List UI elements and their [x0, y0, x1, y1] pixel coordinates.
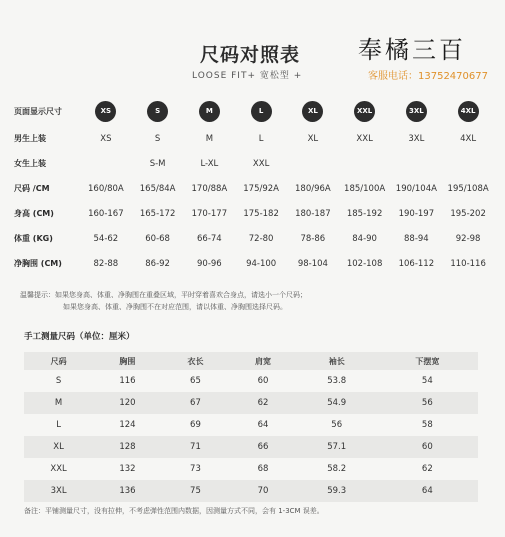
table-row — [24, 414, 478, 436]
measure-cell: 62 — [229, 392, 297, 414]
size-cell: 88-94 — [404, 233, 429, 244]
size-cell: 190-197 — [398, 208, 435, 219]
size-badge: XL — [302, 101, 323, 122]
size-cell: 165-172 — [139, 208, 176, 219]
table-row — [24, 480, 478, 502]
size-cell: 3XL — [408, 133, 425, 144]
size-row-label: 体重 (KG) — [14, 234, 53, 243]
size-badge: S — [147, 101, 168, 122]
measure-cell: 65 — [190, 376, 201, 386]
size-cell: 4XL — [460, 133, 477, 144]
measure-table-title: 手工测量尺码（单位：厘米） — [24, 332, 135, 342]
table-row — [24, 392, 478, 414]
size-row — [14, 126, 494, 151]
size-cell: 180-187 — [295, 208, 331, 219]
size-cell: 90-96 — [197, 258, 222, 269]
size-badge: 4XL — [458, 101, 479, 122]
brand-logo: 奉橘三百 — [358, 36, 466, 64]
size-cell — [391, 159, 443, 169]
size-cell: 160-167 — [88, 208, 124, 219]
size-row — [14, 176, 494, 201]
size-cell: 170/88A — [191, 183, 228, 194]
size-cell: 82-88 — [93, 258, 119, 269]
measure-cell: XL — [24, 436, 93, 458]
size-badge: XS — [95, 101, 116, 122]
size-cell — [80, 101, 132, 122]
measure-cell: 70 — [229, 480, 297, 502]
measure-cell: 64 — [257, 420, 269, 430]
size-cell: 94-100 — [246, 258, 277, 269]
size-cell: 185/100A — [344, 183, 386, 194]
size-cell: 195/108A — [447, 183, 489, 194]
measure-cell: 56 — [377, 392, 478, 414]
measure-cell: 68 — [257, 464, 269, 474]
size-badge: L — [251, 101, 272, 122]
size-cell — [442, 159, 494, 169]
size-cell: XS — [100, 133, 112, 144]
size-cell — [442, 101, 494, 122]
size-cell — [339, 159, 391, 169]
measure-cell: 56 — [331, 420, 343, 430]
size-cell: 86-92 — [145, 258, 170, 269]
measure-cell: 54 — [421, 376, 433, 386]
size-cell — [80, 159, 132, 169]
remark: 备注：平铺测量尺寸，没有拉伸，不考虑弹性范围内数据，因测量方式不同，会有 1-3CM 误差。 — [24, 507, 324, 515]
measure-cell: 128 — [93, 436, 162, 458]
measure-cell: L — [56, 420, 61, 430]
size-cell: 98-104 — [297, 258, 328, 269]
size-row — [14, 251, 494, 276]
measure-cell: 57.1 — [297, 436, 377, 458]
size-row — [14, 96, 494, 126]
size-cell — [235, 101, 287, 122]
size-cell: M — [205, 133, 214, 144]
measure-cell: 136 — [93, 480, 162, 502]
measure-cell: 124 — [119, 420, 136, 430]
size-row — [14, 226, 494, 251]
measure-cell: 58 — [421, 420, 433, 430]
size-badge: XXL — [354, 101, 375, 122]
table-row — [24, 458, 478, 480]
measure-cell: 67 — [162, 392, 230, 414]
size-cell: 60-68 — [145, 233, 170, 244]
table-row — [24, 436, 478, 458]
size-cell: 160/80A — [88, 183, 124, 194]
size-cell: XXL — [356, 133, 373, 144]
tip-line-2: 如果您身高、体重、净胸围不在对应范围，请以体重、净胸围选择尺码。 — [63, 303, 287, 311]
size-cell: 180/96A — [295, 183, 331, 194]
size-cell: 110-116 — [450, 258, 486, 269]
service-phone: 客服电话：13752470677 — [368, 71, 488, 82]
table-row — [24, 370, 478, 392]
size-cell: 185-192 — [346, 208, 383, 219]
tip-line-1: 温馨提示：如果您身高、体重、净胸围在重叠区域，平时穿着喜欢合身点，请选小一个尺码； — [20, 291, 307, 299]
size-row-label: 页面显示尺寸 — [14, 106, 62, 116]
size-cell — [391, 101, 443, 122]
size-row — [14, 201, 494, 226]
measure-cell: XXL — [50, 464, 67, 474]
size-cell: 84-90 — [352, 233, 377, 244]
size-cell: L-XL — [200, 158, 219, 169]
measure-cell: 75 — [162, 480, 230, 502]
measure-cell: 60 — [257, 376, 269, 386]
measure-header-cell: 下摆宽 — [377, 352, 478, 370]
page-title: 尺码对照表 — [200, 44, 301, 66]
size-cell: 92-98 — [455, 233, 481, 244]
measure-cell: 69 — [190, 420, 201, 430]
measure-cell: S — [55, 376, 62, 386]
size-cell: 195-202 — [450, 208, 486, 219]
measure-cell: 58.2 — [327, 464, 347, 474]
size-badge: 3XL — [406, 101, 427, 122]
size-cell: 72-80 — [248, 233, 274, 244]
size-row-label: 尺码 /CM — [14, 184, 50, 193]
measure-cell: M — [24, 392, 93, 414]
size-cell: 78-86 — [300, 233, 326, 244]
measure-cell: 3XL — [24, 480, 93, 502]
size-cell: 190/104A — [395, 183, 437, 194]
size-row-label: 身高 (CM) — [14, 209, 54, 218]
measure-cell: 53.8 — [327, 376, 347, 386]
size-cell: 170-177 — [191, 208, 228, 219]
size-cell: XL — [307, 133, 319, 144]
size-cell: L — [258, 133, 264, 144]
measure-cell: 60 — [377, 436, 478, 458]
measure-table — [24, 352, 478, 502]
measure-header-cell: 胸围 — [93, 352, 162, 370]
measure-cell: 66 — [229, 436, 297, 458]
measure-header-row — [24, 352, 478, 370]
measure-cell: 71 — [162, 436, 230, 458]
size-cell: 66-74 — [197, 233, 222, 244]
size-cell — [184, 101, 236, 122]
size-cell: S — [154, 133, 161, 144]
size-row — [14, 151, 494, 176]
size-cell: 175-182 — [243, 208, 279, 219]
size-row-label: 男生上装 — [14, 134, 46, 143]
size-cell: S-M — [149, 158, 166, 169]
size-cell: 102-108 — [346, 258, 383, 269]
measure-header-cell: 尺码 — [24, 352, 93, 370]
size-cell — [339, 101, 391, 122]
measure-cell: 132 — [119, 464, 136, 474]
size-cell: XXL — [252, 158, 270, 169]
measure-header-cell: 袖长 — [297, 352, 377, 370]
measure-header-cell: 衣长 — [162, 352, 230, 370]
size-cell — [287, 101, 339, 122]
size-badge: M — [199, 101, 220, 122]
measure-cell: 120 — [93, 392, 162, 414]
measure-cell: 54.9 — [297, 392, 377, 414]
measure-cell: 73 — [190, 464, 201, 474]
size-cell — [132, 101, 184, 122]
measure-cell: 59.3 — [297, 480, 377, 502]
size-row-label: 净胸围 (CM) — [14, 259, 62, 268]
size-cell: 165/84A — [139, 183, 176, 194]
size-table — [14, 96, 494, 276]
size-row-label: 女生上装 — [14, 159, 46, 168]
tips — [20, 289, 307, 313]
size-cell: 54-62 — [93, 233, 119, 244]
measure-header-cell: 肩宽 — [229, 352, 297, 370]
size-cell: 106-112 — [398, 258, 435, 269]
size-cell: 175/92A — [243, 183, 279, 194]
measure-cell: 64 — [377, 480, 478, 502]
size-cell — [287, 159, 339, 169]
page-subtitle: LOOSE FIT+ 宽松型 + — [192, 71, 303, 81]
measure-cell: 116 — [119, 376, 136, 386]
measure-cell: 62 — [421, 464, 433, 474]
